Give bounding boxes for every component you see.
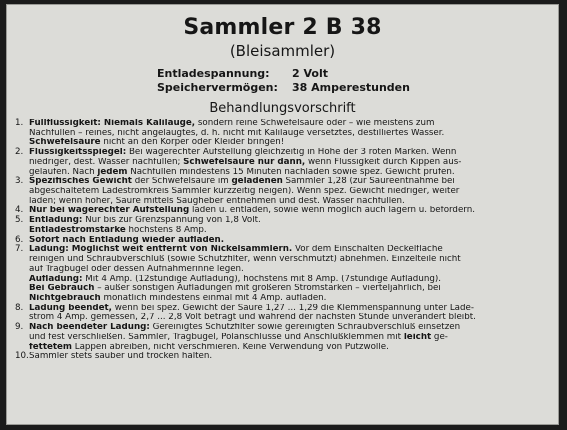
instruction-number: 2. <box>15 147 24 158</box>
instruction-item <box>15 304 552 323</box>
body-text: – außer sonstigen Aufladungen mit größeren Stromstärken – vierteljährlich, bei <box>94 284 441 294</box>
body-text: Nachfüllen mindestens 15 Minuten nachladen sowie spez. Gewicht prüfen. <box>127 167 455 177</box>
instruction-item <box>15 323 552 352</box>
emphasis-text: Bei Gebrauch <box>29 284 95 294</box>
instruction-number: 3. <box>15 176 24 187</box>
instruction-line <box>29 294 552 304</box>
body-text: abgeschaltetem Ladestromkreis Sammler kurzzeitig neigen). Wenn spez. Gewicht niedriger, weiter <box>29 187 460 197</box>
instruction-line <box>29 333 552 343</box>
emphasis-text: Ladung: Möglichst weit entfernt von Nickelsammlern. <box>29 245 293 255</box>
instruction-item <box>15 206 552 216</box>
spec-label: Entladespannung: <box>157 67 270 80</box>
instruction-line <box>29 352 552 362</box>
instruction-line <box>29 129 552 139</box>
instruction-line <box>29 206 552 216</box>
instruction-line <box>29 119 552 129</box>
emphasis-text: jedem <box>97 167 128 177</box>
instruction-list <box>15 119 552 362</box>
instruction-number: 10. <box>15 351 29 362</box>
instruction-line <box>29 138 552 148</box>
body-text: reinigen und Schraubverschluß (sowie Schutzfilter, wenn verschmutzt) abnehmen. Einzelteile nicht <box>29 255 461 265</box>
instruction-line <box>29 148 552 158</box>
section-title: Behandlungsvorschrift <box>209 101 356 116</box>
spec-row-capacity <box>7 81 558 94</box>
emphasis-text: Flüssigkeitsspiegel: <box>29 148 127 158</box>
body-text: Bei wagerechter Aufstellung gleichzeitig in Höhe der 3 roten Marken. Wenn <box>126 148 457 158</box>
instruction-line <box>29 255 552 265</box>
body-text: strom 4 Amp. gemessen, 2,7 ... 2,8 Volt beträgt und während der nächsten Stunde unverändert bleibt. <box>29 313 476 323</box>
instruction-line <box>29 275 552 285</box>
emphasis-text: Entladung: <box>29 216 83 226</box>
spec-row-discharge-voltage <box>7 67 558 80</box>
body-text: laden u. entladen, sowie wenn möglich auch lagern u. befördern. <box>189 206 475 216</box>
instruction-item <box>15 216 552 235</box>
body-text: gelaufen. Nach <box>29 167 98 177</box>
document-title: Sammler 2 B 38 <box>183 15 382 40</box>
body-text: höchstens 8 Amp. <box>125 225 207 235</box>
emphasis-text: geladenen <box>231 177 283 187</box>
instruction-item <box>15 119 552 148</box>
instruction-number: 7. <box>15 244 24 255</box>
body-text: nicht an den Körper oder Kleider bringen! <box>100 138 285 148</box>
body-text: Nur bis zur Grenzspannung von 1,8 Volt. <box>82 216 261 226</box>
instruction-line <box>29 226 552 236</box>
emphasis-text: fettetem <box>29 342 72 352</box>
body-text: Vor dem Einschalten Deckelfläche <box>292 245 443 255</box>
instruction-item <box>15 148 552 177</box>
body-text: niedriger, dest. Wasser nachfüllen; <box>29 157 184 167</box>
instruction-line <box>29 245 552 255</box>
instruction-line <box>29 158 552 168</box>
emphasis-text: Nach beendeter Ladung: <box>29 323 150 333</box>
emphasis-text: Ladung beendet, <box>29 303 112 313</box>
instruction-line <box>29 216 552 226</box>
emphasis-text: Nur bei wagerechter Aufstellung <box>29 206 190 216</box>
emphasis-text: Spezifisches Gewicht <box>29 177 132 187</box>
body-text: wenn Flüssigkeit durch Kippen aus- <box>305 157 462 167</box>
instruction-item <box>15 352 552 362</box>
emphasis-text: Sofort nach Entladung wieder aufladen. <box>29 235 225 245</box>
emphasis-text: Füllflüssigkeit: Niemals Kalilauge, <box>29 119 196 128</box>
body-text: laden; wenn höher, Säure mittels Saugheber entnehmen und dest. Wasser nachfüllen. <box>29 196 405 206</box>
instruction-number: 9. <box>15 322 24 333</box>
instruction-line <box>29 343 552 353</box>
instruction-number: 1. <box>15 118 24 128</box>
instruction-item <box>15 177 552 206</box>
spec-label: Speichervermögen: <box>157 81 278 94</box>
instruction-number: 6. <box>15 234 24 245</box>
body-text: Sammler stets sauber und trocken halten. <box>29 352 213 362</box>
body-text: sondern reine Schwefelsäure oder – wie meistens zum <box>195 119 435 128</box>
instruction-sheet <box>6 4 559 425</box>
instruction-line <box>29 304 552 314</box>
body-text: monatlich mindestens einmal mit 4 Amp. aufladen. <box>100 293 327 303</box>
body-text: ge- <box>431 332 448 342</box>
instruction-line <box>29 313 552 323</box>
body-text: auf Tragbügel oder dessen Aufnahmerinne legen. <box>29 264 244 274</box>
body-text: und fest verschließen. Sammler, Tragbügel, Polanschlüsse und Anschlußklemmen mit <box>29 332 404 342</box>
instruction-item <box>15 245 552 303</box>
body-text: Sammler 1,28 (zur Säureentnahme bei <box>282 177 455 187</box>
instruction-line <box>29 284 552 294</box>
instruction-line <box>29 177 552 187</box>
body-text: wenn bei spez. Gewicht der Säure 1,27 ... 1,29 die Klemmenspannung unter Lade- <box>111 303 474 313</box>
instruction-line <box>29 187 552 197</box>
instruction-number: 5. <box>15 215 24 226</box>
emphasis-text: Schwefelsäure <box>29 138 101 148</box>
instruction-line <box>29 168 552 178</box>
emphasis-text: Nichtgebrauch <box>29 293 101 303</box>
spec-value: 2 Volt <box>292 67 328 80</box>
instruction-line <box>29 323 552 333</box>
instruction-number: 4. <box>15 205 24 216</box>
body-text: der Schwefelsäure im <box>131 177 232 187</box>
emphasis-text: leicht <box>403 332 432 342</box>
body-text: Mit 4 Amp. (12stündige Aufladung), höchstens mit 8 Amp. (7stündige Aufladung). <box>82 274 442 284</box>
emphasis-text: Entladestromstärke <box>29 225 126 235</box>
body-text: Gereinigtes Schutzfilter sowie gereinigten Schraubverschluß einsetzen <box>149 323 461 333</box>
body-text: Lappen abreiben, nicht verschmieren. Keine Verwendung von Putzwolle. <box>71 342 389 352</box>
instruction-line <box>29 197 552 207</box>
emphasis-text: Schwefelsäure nur dann, <box>183 157 306 167</box>
instruction-number: 8. <box>15 302 24 313</box>
body-text: Nachfüllen – reines, nicht angelaugtes, d. h. nicht mit Kalilauge versetztes, destilliertes Wasser. <box>29 128 445 138</box>
instruction-line <box>29 236 552 246</box>
instruction-line <box>29 265 552 275</box>
instruction-item <box>15 236 552 246</box>
emphasis-text: Aufladung: <box>29 274 83 284</box>
spec-value: 38 Amperestunden <box>292 81 410 94</box>
document-subtitle: (Bleisammler) <box>229 42 336 60</box>
